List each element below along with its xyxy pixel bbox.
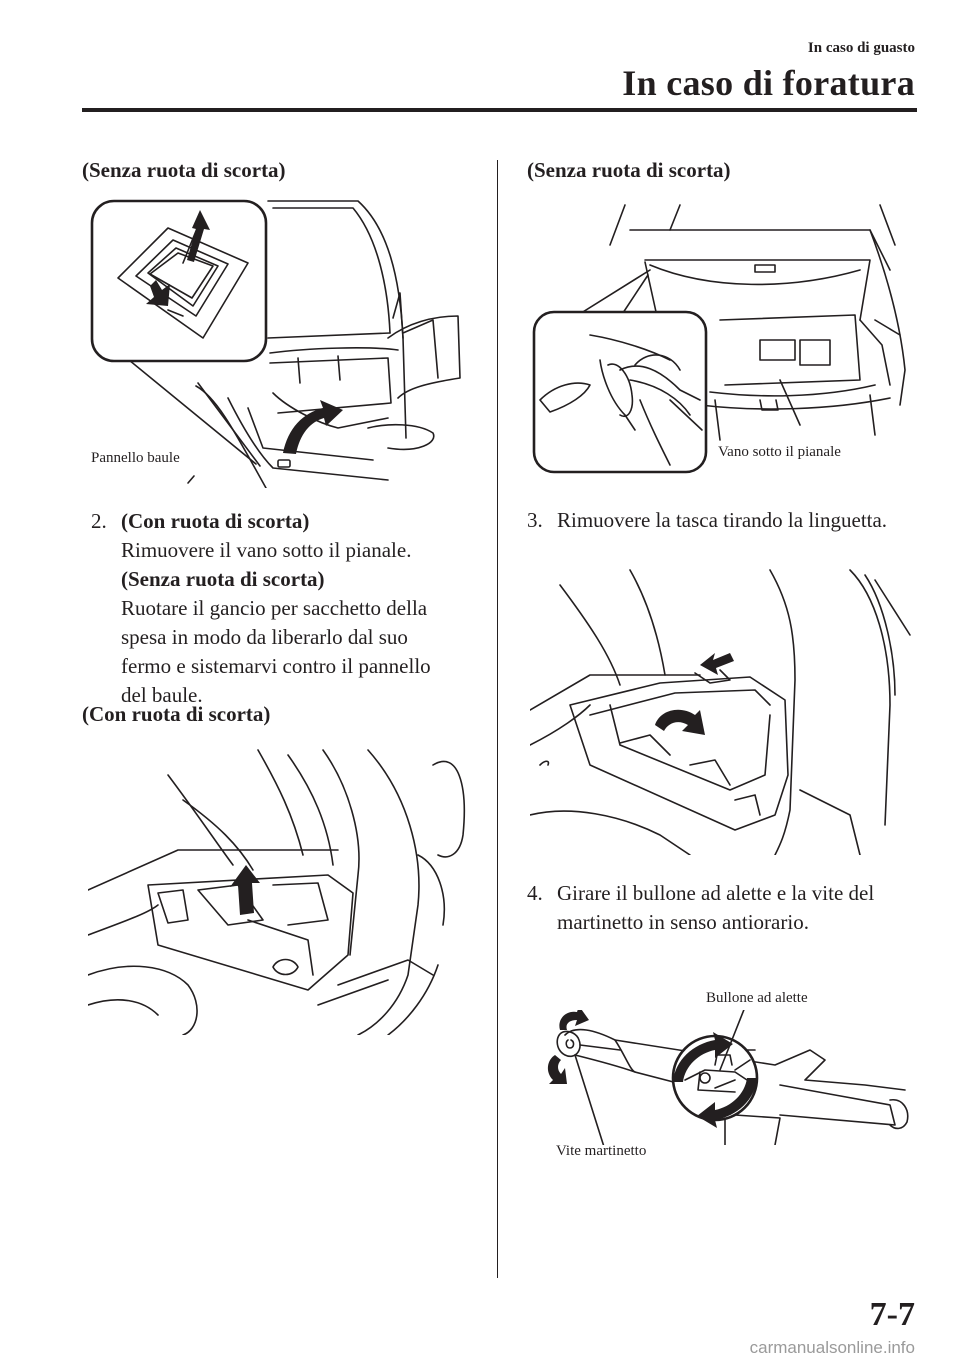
jack-illustration bbox=[535, 1010, 920, 1145]
label-vano-sotto-pianale: Vano sotto il pianale bbox=[718, 444, 841, 460]
label-bullone-ad-alette: Bullone ad alette bbox=[706, 990, 808, 1006]
page-title: In caso di foratura bbox=[622, 63, 915, 103]
step-2-line3: (Senza ruota di scorta) bbox=[121, 567, 325, 591]
label-pannello-baule: Pannello baule bbox=[91, 450, 180, 466]
step-2-line2: Rimuovere il vano sotto il pianale. bbox=[121, 538, 412, 562]
header-rule bbox=[82, 108, 917, 112]
label-vite-martinetto: Vite martinetto bbox=[556, 1143, 647, 1159]
left-heading-no-spare: (Senza ruota di scorta) bbox=[82, 158, 286, 182]
step-2-line6: fermo e sistemarvi contro il pannello bbox=[121, 654, 431, 678]
left-heading-with-spare: (Con ruota di scorta) bbox=[82, 702, 271, 726]
pocket-removal-illustration bbox=[530, 565, 920, 855]
right-heading-no-spare: (Senza ruota di scorta) bbox=[527, 158, 731, 182]
step-2-line4: Ruotare il gancio per sacchetto della bbox=[121, 596, 428, 620]
step-3-number: 3. bbox=[527, 508, 543, 532]
column-divider bbox=[497, 160, 498, 1278]
trunk-panel-illustration bbox=[88, 198, 468, 488]
step-2-line1: (Con ruota di scorta) bbox=[121, 509, 310, 533]
step-2 bbox=[91, 507, 491, 710]
step-4 bbox=[527, 879, 927, 937]
step-3-text: Rimuovere la tasca tirando la linguetta. bbox=[557, 508, 888, 532]
step-4-line2: martinetto in senso antiorario. bbox=[557, 910, 809, 934]
watermark: carmanualsonline.info bbox=[749, 1338, 915, 1357]
underfloor-compartment-illustration bbox=[530, 200, 920, 475]
step-4-line1: Girare il bullone ad alette e la vite del bbox=[557, 881, 875, 905]
step-2-line7: del baule. bbox=[121, 683, 203, 707]
section-title: In caso di guasto bbox=[807, 40, 915, 56]
underfloor-box-illustration bbox=[88, 745, 473, 1035]
step-3 bbox=[527, 506, 927, 535]
page-number: 7-7 bbox=[869, 1296, 915, 1333]
step-2-line5: spesa in modo da liberarlo dal suo bbox=[121, 625, 408, 649]
step-4-number: 4. bbox=[527, 881, 543, 905]
step-2-number: 2. bbox=[91, 509, 107, 533]
